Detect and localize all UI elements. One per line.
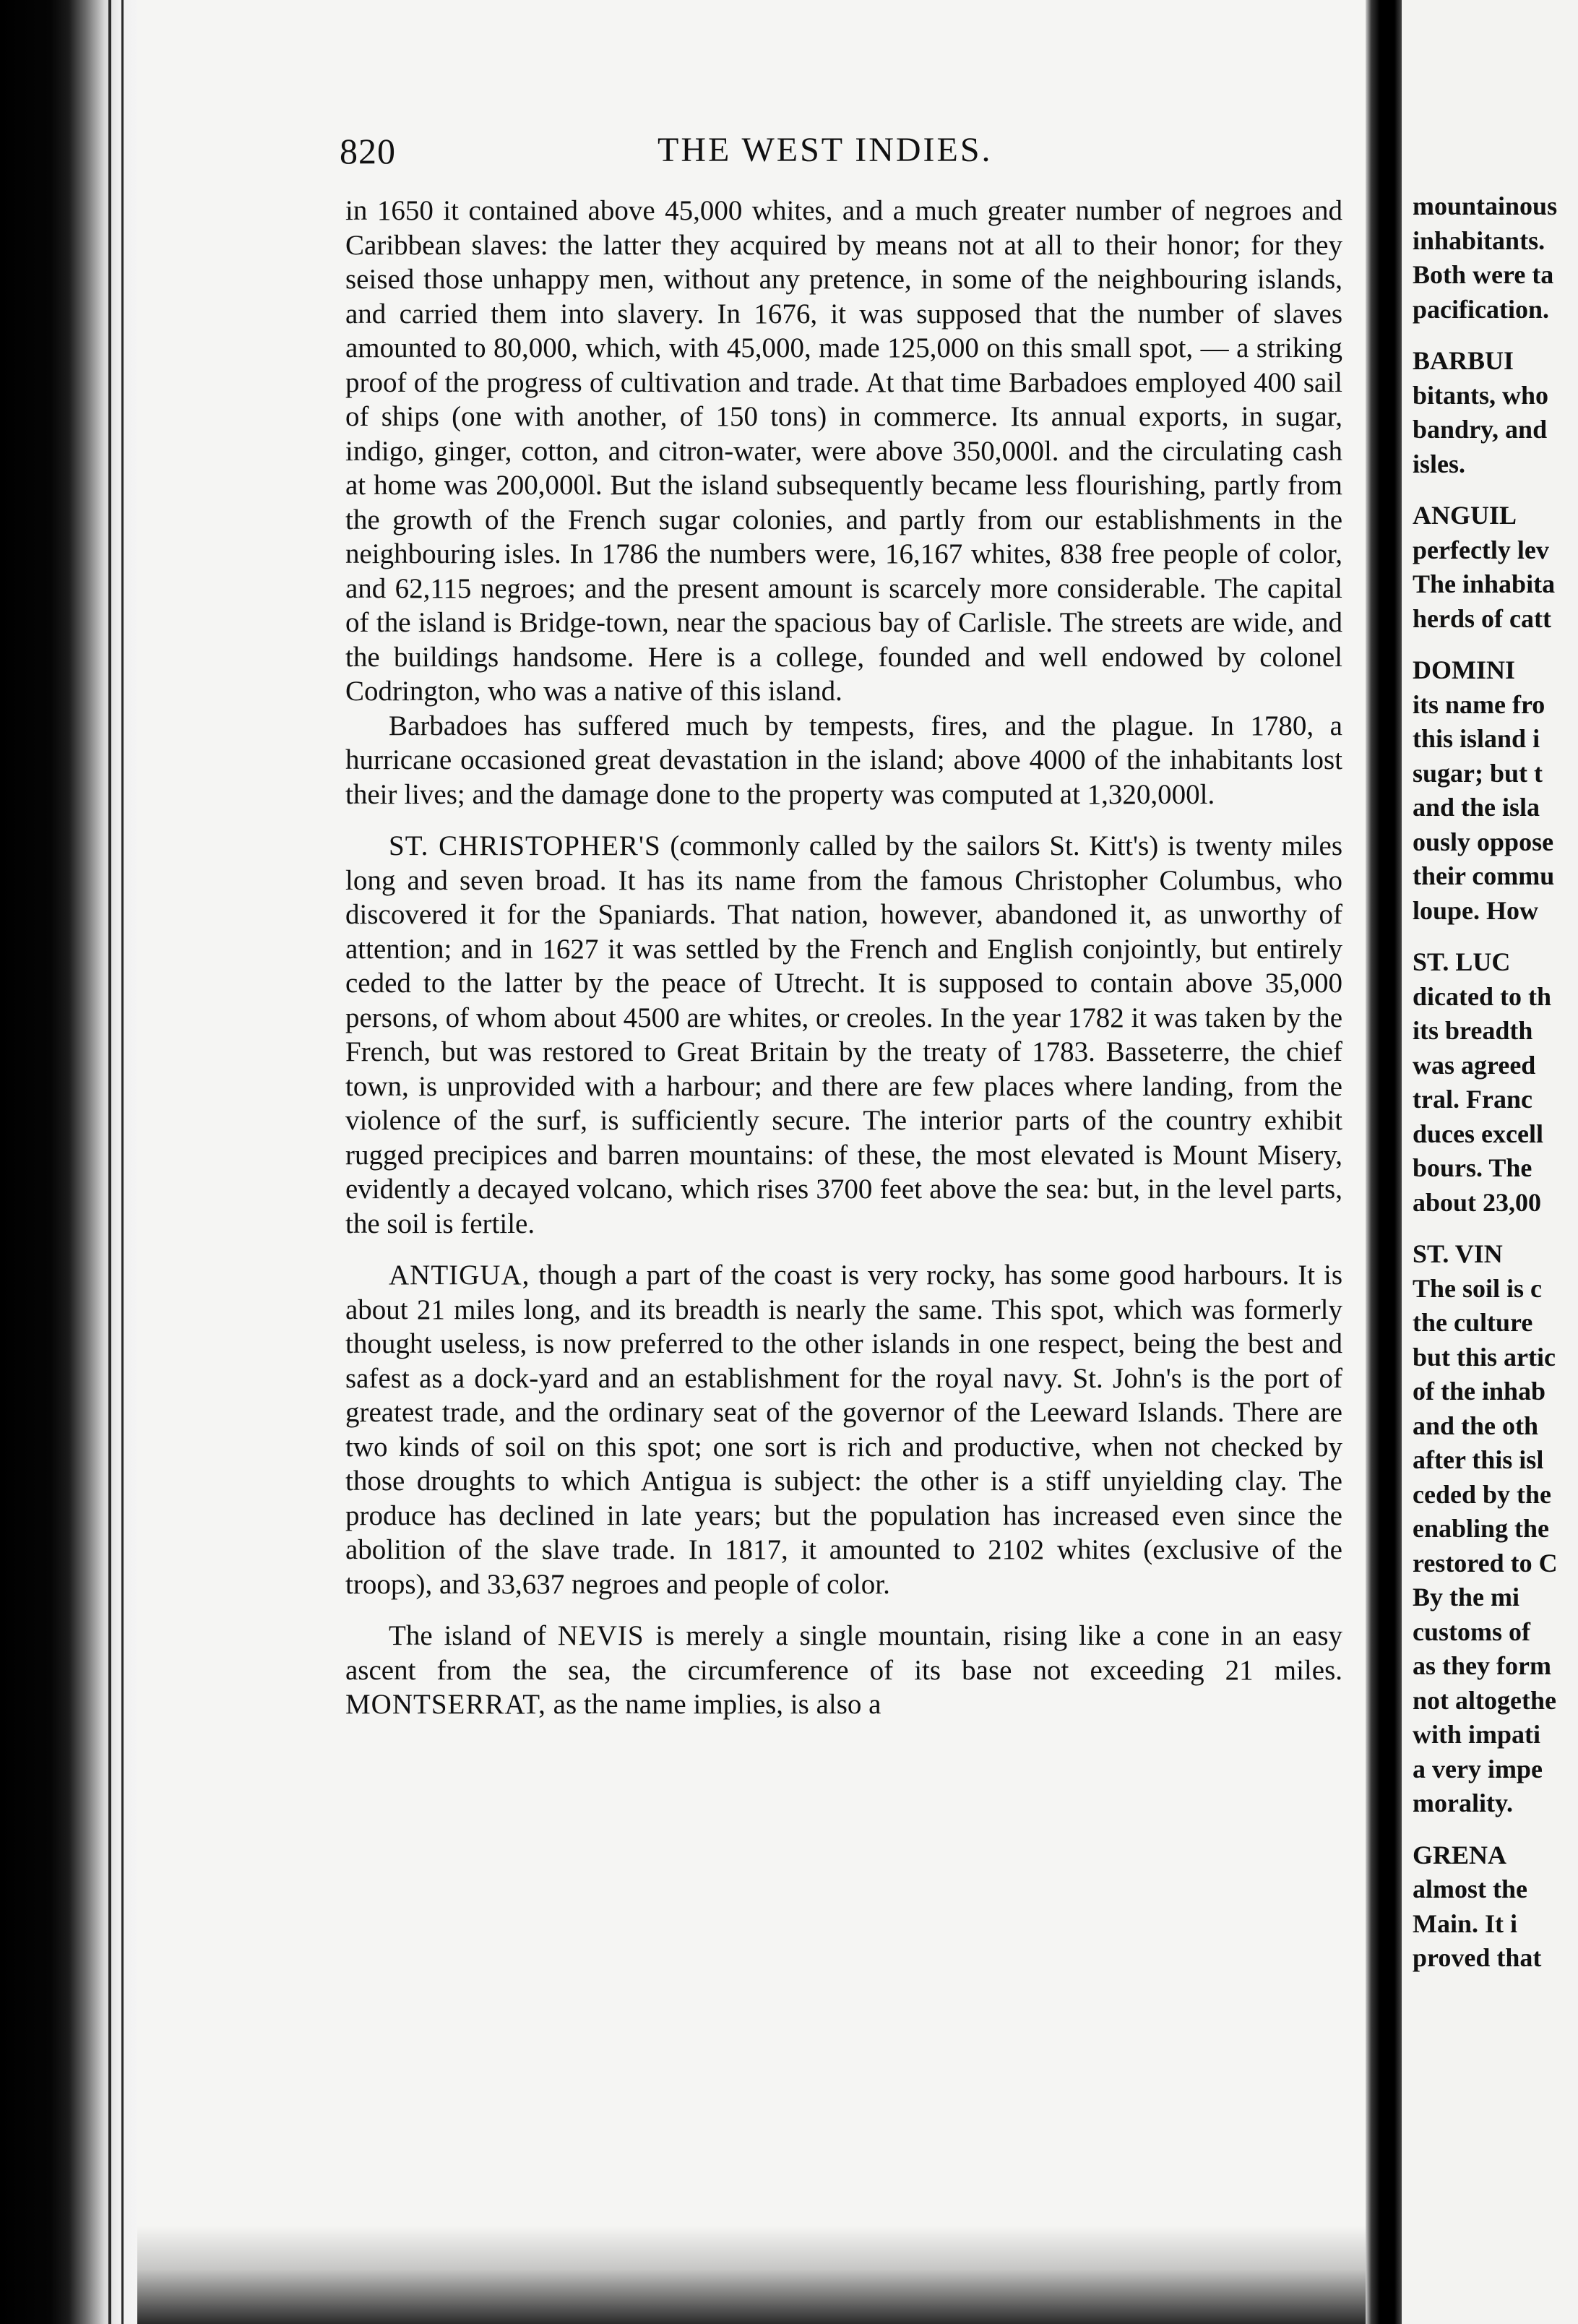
right-line: sugar; but t [1413,758,1543,788]
paragraph-text: is merely a single mountain, rising like a cone in an easy ascent from the sea, the circumference of its base not exceeding 21 miles. [345,1620,1343,1686]
paragraph [345,1619,1342,1722]
right-line: ously oppose [1413,827,1554,856]
section-lead: ST. CHRISTOPHER'S [389,830,661,861]
right-line: a very impe [1413,1754,1543,1783]
right-line: DOMINI [1413,655,1515,684]
right-line: bours. The [1413,1153,1532,1182]
right-line: but this artic [1413,1342,1556,1372]
section-lead: NEVIS [557,1620,644,1651]
right-line: morality. [1413,1789,1513,1817]
page-number: 820 [340,131,396,171]
right-line: Both were ta [1413,260,1554,289]
right-line: inhabitants. [1413,225,1545,255]
paragraph [345,829,1342,1241]
right-line: with impati [1413,1720,1541,1749]
right-line: ceded by the [1413,1479,1551,1509]
right-line: the culture [1413,1308,1533,1337]
page-separator [1366,0,1402,2324]
right-line: as they form [1413,1651,1551,1680]
right-line: its breadth [1413,1016,1533,1045]
paragraph [345,194,1342,709]
right-line: after this isl [1413,1445,1544,1474]
right-line: ANGUIL [1413,501,1517,530]
right-line: herds of catt [1413,603,1551,633]
right-line: The inhabita [1413,569,1556,598]
right-line: restored to C [1413,1548,1558,1578]
right-line: and the isla [1413,793,1540,822]
right-line: bandry, and [1413,415,1548,444]
right-page-text [1413,189,1578,1976]
paragraph-text: in 1650 it contained above 45,000 whites, and a much greater number of negroes and Caribbean slaves: the latter they acquired by means not at all to their honor; for they seised those unhappy men, without any pretence, in some of the neighbouring islands, and carried them into slavery. In 1676, it was supposed that the number of slaves amounted to 80,000, which, with 45,000, made 125,000 on this small spot, — a striking proof of the progress of cultivation and trade. At that time Barbadoes employed 400 sail of ships (one with another, of 150 tons) in commerce. Its annual exports, in sugar, indigo, ginger, cotton, and citron-water, were above 350,000l. and the circulating cash at home was 200,000l. But the island subsequently became less flourishing, partly from the growth of the French sugar colonies, and partly from our establishments in the neighbouring isles. In 1786 the numbers were, 16,167 whites, 838 free people of color, and 62,115 negroes; and the present amount is scarcely more considerable. The capital of the island is Bridge-town, near the spacious bay of Carlisle. The streets are wide, and the buildings handsome. Here is a college, founded and well endowed by colonel Codrington, who was a native of this island. [345,195,1342,707]
right-line: mountainous [1413,191,1558,220]
paragraph [345,1258,1342,1601]
right-line: dicated to th [1413,981,1551,1011]
paragraph-text: Barbadoes has suffered much by tempests, fires, and the plague. In 1780, a hurricane occasioned great devastation in the island; above 4000 of the inhabitants lost their lives; and the damage done to the property was computed at 1,320,000l. [345,710,1342,810]
right-line: about 23,00 [1413,1187,1542,1217]
right-line: and the oth [1413,1411,1539,1440]
right-line: of the inhab [1413,1377,1546,1406]
book-gutter [0,0,137,2324]
right-line: ST. VIN [1413,1239,1503,1268]
binding-line [121,0,124,2324]
right-line: Main. It i [1413,1908,1518,1938]
paragraph [345,709,1342,812]
right-line: proved that [1413,1943,1542,1972]
paragraph-text: though a part of the coast is very rocky, has some good harbours. It is about 21 miles long, and its breadth is nearly the same. This spot, which was formerly thought useless, is now preferred to the other islands in one respect, being the best and safest as a dock-yard and an establishment for the royal navy. St. John's is the port of greatest trade, and the ordinary seat of the governor of the Leeward Islands. There are two kinds of soil on this spot; one sort is rich and productive, when not checked by those droughts to which Antigua is subject: the other is a stiff unyielding clay. The produce has declined in late years; but the population has increased even since the abolition of the slave trade. In 1817, it amounted to 2102 whites (exclusive of the troops), and 33,637 negroes and people of color. [345,1260,1342,1600]
binding-line [108,0,111,2324]
page-bottom-shadow [137,2226,1366,2324]
right-line: ST. LUC [1413,947,1511,976]
right-line: loupe. How [1413,895,1539,925]
body-text [345,194,1342,1722]
right-line: isles. [1413,449,1466,478]
right-line: tral. Franc [1413,1085,1532,1114]
section-lead: ANTIGUA, [389,1260,530,1291]
right-line: bitants, who [1413,380,1549,410]
right-line: GRENA [1413,1840,1507,1869]
right-line: enabling the [1413,1514,1550,1543]
paragraph-text: as the name implies, is also a [546,1689,881,1720]
paragraph-text: (commonly called by the sailors St. Kitt's) is twenty miles long and seven broad. It has its name from the famous Christopher Columbus, who discovered it for the Spaniards. That nation, however, abandoned it, as unworthy of attention; and in 1627 it was settled by the French and English conjointly, but entirely ceded to the latter by the peace of Utrecht. It is supposed to contain above 35,000 persons, of whom about 4500 are whites, or creoles. In the year 1782 it was taken by the French, but was restored to Great Britain by the treaty of 1783. Basseterre, the chief town, is unprovided with a harbour; and there are few places where landing, from the violence of the surf, is sufficiently secure. The interior parts of the country exhibit rugged precipices and barren mountains: of these, the most elevated is Mount Misery, evidently a decayed volcano, which rises 3700 feet above the sea: but, in the level parts, the soil is fertile. [345,830,1342,1239]
right-line: not altogethe [1413,1685,1556,1715]
page-header [340,130,1358,181]
right-line: customs of [1413,1617,1530,1646]
running-title: THE WEST INDIES. [658,131,993,169]
paragraph-text: The island of [389,1620,558,1651]
right-line: duces excell [1413,1119,1543,1148]
right-line: was agreed [1413,1050,1536,1080]
right-line: their commu [1413,861,1555,890]
right-line: pacification. [1413,294,1549,324]
right-line: its name fro [1413,689,1545,719]
right-line: By the mi [1413,1583,1519,1611]
right-line: The soil is c [1413,1273,1543,1303]
section-lead: MONTSERRAT, [345,1689,546,1720]
right-line: almost the [1413,1875,1527,1903]
right-line: BARBUI [1413,346,1514,375]
right-line: this island i [1413,724,1540,753]
right-line: perfectly lev [1413,535,1549,564]
